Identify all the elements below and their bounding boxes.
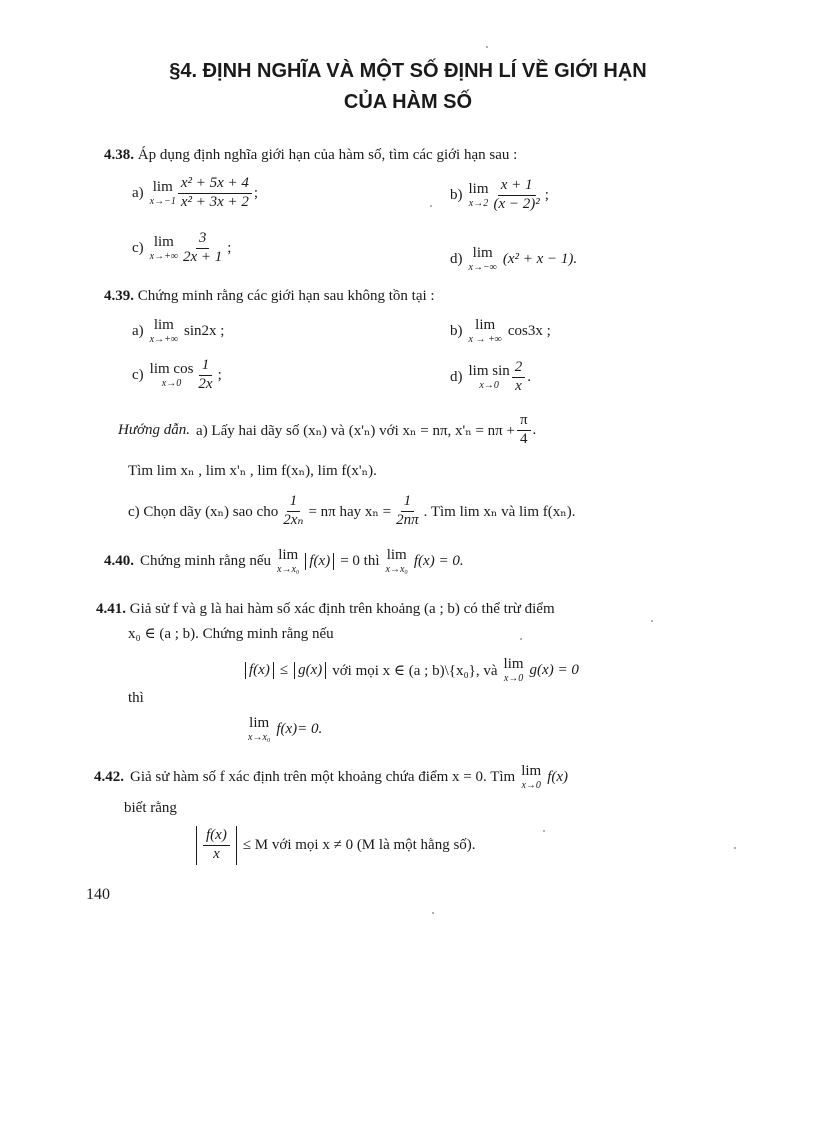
problem-441-conclusion bbox=[248, 716, 322, 743]
punctuation: ; bbox=[227, 239, 232, 256]
hint-a-line2: Tìm lim xₙ , lim x'ₙ , lim f(xₙ), lim f(x'ₙ). bbox=[128, 463, 377, 479]
limit-operator: lim x→−∞ bbox=[468, 245, 497, 273]
fraction: $\frac{\pi}{4}$ bbox=[517, 413, 531, 448]
fraction: $\frac{x + 1}{\text{(x − 2)²}}$ bbox=[493, 177, 540, 212]
fraction: $\frac{1}{2x}$ bbox=[198, 357, 213, 392]
expression: cos3x ; bbox=[507, 323, 551, 339]
fraction: $\frac{\text{x² + 5x + 4}}{\text{x² + 3x + 2}}$ bbox=[178, 176, 252, 211]
item-label: d) bbox=[450, 251, 463, 267]
punctuation: . bbox=[527, 368, 532, 385]
problem-439-statement bbox=[104, 288, 435, 305]
expression: g(x) = 0 bbox=[529, 662, 579, 678]
problem-441-line1 bbox=[96, 601, 555, 618]
expression: f(x) bbox=[547, 769, 569, 785]
problem-442-line1 bbox=[94, 764, 568, 791]
hint-text: . Tìm lim xₙ và lim f(xₙ). bbox=[423, 503, 576, 520]
problem-number: 4.41. bbox=[96, 601, 126, 617]
expression: (x² + x − 1). bbox=[502, 251, 578, 267]
limit-operator: lim x→x₀ bbox=[248, 715, 271, 743]
absolute-value bbox=[196, 826, 237, 865]
expression: sin2x ; bbox=[183, 323, 225, 339]
fraction: $\frac{1}{\text{2xₙ}}$ bbox=[283, 493, 304, 528]
limit-operator: lim x→2 bbox=[468, 180, 489, 209]
hint-label: Hướng dẫn. bbox=[118, 421, 191, 438]
hint-text: a) Lấy hai dãy số (xₙ) và (x'ₙ) với xₙ = nπ, x'ₙ = nπ + bbox=[196, 422, 515, 439]
problem-440 bbox=[104, 548, 464, 575]
problem-text: Chứng minh rằng các giới hạn sau không tồn tại : bbox=[137, 288, 435, 304]
scan-speck bbox=[486, 46, 488, 48]
scan-speck bbox=[432, 912, 434, 914]
problem-text: = 0 thì bbox=[340, 553, 380, 569]
problem-text: Giả sử f và g là hai hàm số xác định trên khoảng (a ; b) có thể trừ điểm bbox=[129, 601, 555, 617]
problem-438-b bbox=[450, 178, 549, 213]
problem-438-d bbox=[450, 246, 577, 273]
fraction: $\frac{1}{2n\pi}$ bbox=[396, 493, 419, 528]
item-label: b) bbox=[450, 186, 463, 203]
condition-text: ≤ M với mọi x ≠ 0 (M là một hằng số). bbox=[242, 836, 476, 853]
item-label: d) bbox=[450, 368, 463, 385]
limit-operator: lim x → +∞ bbox=[468, 317, 502, 345]
scan-speck bbox=[430, 205, 432, 207]
problem-442-condition bbox=[196, 826, 476, 865]
problem-439-b bbox=[450, 318, 551, 345]
punctuation: ; bbox=[217, 366, 222, 383]
fraction: $\frac{2}{x}$ bbox=[512, 360, 526, 395]
limit-operator: lim x→+∞ bbox=[149, 317, 178, 345]
problem-439-c bbox=[132, 358, 222, 393]
hint-text: = nπ hay xₙ = bbox=[308, 503, 392, 520]
expression: f(x) = 0. bbox=[413, 553, 464, 569]
expression: f(x)= 0. bbox=[276, 721, 323, 737]
scan-speck bbox=[520, 638, 522, 640]
hint-c bbox=[128, 494, 575, 529]
condition-text: với mọi x ∈ (a ; b)\{x₀}, và bbox=[332, 663, 498, 679]
problem-text: Chứng minh rằng nếu bbox=[140, 553, 272, 569]
hint-text: c) Chọn dãy (xₙ) sao cho bbox=[128, 503, 279, 520]
limit-operator: lim x→x₀ bbox=[277, 547, 300, 575]
problem-number: 4.42. bbox=[94, 769, 124, 785]
problem-number: 4.39. bbox=[104, 288, 134, 304]
limit-operator: lim cos x→0 bbox=[149, 360, 194, 389]
page-number: 140 bbox=[86, 886, 110, 903]
item-label: c) bbox=[132, 239, 144, 256]
item-label: a) bbox=[132, 323, 144, 339]
problem-441-condition bbox=[245, 657, 579, 684]
limit-operator: lim x→x₀ bbox=[385, 547, 408, 575]
item-label: c) bbox=[132, 366, 144, 383]
problem-number: 4.38. bbox=[104, 147, 134, 163]
problem-text: Giả sử hàm số f xác định trên một khoảng chứa điểm x = 0. Tìm bbox=[130, 769, 516, 785]
problem-438-statement bbox=[104, 147, 517, 164]
problem-441-line2: x₀ ∈ (a ; b). Chứng minh rằng nếu bbox=[128, 626, 334, 642]
limit-operator: lim x→−1 bbox=[149, 178, 176, 207]
limit-operator: lim sin x→0 bbox=[468, 362, 510, 391]
problem-text: Áp dụng định nghĩa giới hạn của hàm số, tìm các giới hạn sau : bbox=[137, 147, 518, 163]
fraction: $\frac{f(x)}{x}$ bbox=[203, 828, 230, 863]
hint-a bbox=[118, 413, 536, 448]
item-label: b) bbox=[450, 323, 463, 339]
problem-439-a bbox=[132, 318, 224, 345]
scan-speck bbox=[651, 620, 653, 622]
limit-operator: lim x→0 bbox=[521, 763, 542, 791]
inequality-sign: ≤ bbox=[279, 662, 289, 678]
absolute-value: f(x) bbox=[245, 662, 274, 679]
punctuation: ; bbox=[253, 184, 259, 201]
limit-operator: lim x→0 bbox=[503, 656, 524, 684]
absolute-value: g(x) bbox=[294, 662, 326, 679]
problem-438-a bbox=[132, 176, 258, 211]
problem-number: 4.40. bbox=[104, 553, 134, 569]
section-title: §4. ĐỊNH NGHĨA VÀ MỘT SỐ ĐỊNH LÍ VỀ GIỚI HẠN bbox=[169, 60, 647, 82]
thi-word: thì bbox=[128, 690, 144, 706]
scan-speck bbox=[543, 830, 545, 832]
punctuation: . bbox=[532, 421, 537, 438]
item-label: a) bbox=[132, 184, 144, 201]
problem-439-d bbox=[450, 360, 531, 395]
section-title-line2: CỦA HÀM SỐ bbox=[343, 91, 473, 113]
punctuation: ; bbox=[544, 186, 549, 203]
scan-speck bbox=[734, 847, 736, 849]
fraction: $\frac{3}{2x + 1}$ bbox=[182, 230, 223, 265]
problem-438-c bbox=[132, 231, 231, 266]
absolute-value: f(x) bbox=[305, 553, 334, 570]
problem-442-line2: biết rằng bbox=[124, 800, 177, 816]
limit-operator: lim x→+∞ bbox=[149, 233, 178, 262]
